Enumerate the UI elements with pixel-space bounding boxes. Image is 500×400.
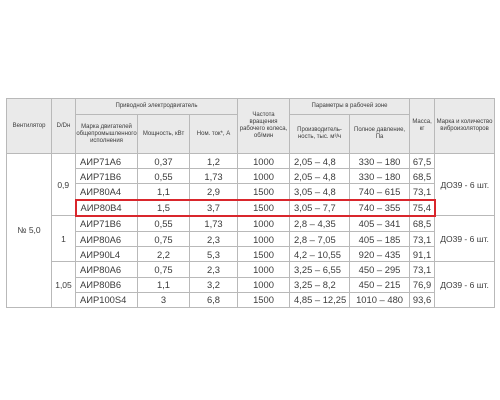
- highlighted-table-row: [7, 200, 495, 216]
- speed-cell: 1500: [238, 200, 290, 216]
- speed-cell: 1500: [238, 247, 290, 262]
- current-cell: 3,7: [190, 200, 238, 216]
- speed-cell: 1000: [238, 154, 290, 169]
- motor-cell: АИР80А6: [76, 231, 138, 246]
- power-cell: 0,75: [138, 231, 190, 246]
- capacity-cell: 4,85 – 12,25: [290, 292, 350, 307]
- pressure-cell: 740 – 355: [350, 200, 410, 216]
- speed-cell: 1000: [238, 169, 290, 184]
- mass-cell: 76,9: [410, 277, 435, 292]
- power-cell: 1,1: [138, 277, 190, 292]
- speed-cell: 1000: [238, 231, 290, 246]
- pressure-cell: 330 – 180: [350, 154, 410, 169]
- table-row: [7, 292, 495, 307]
- pressure-cell: 1010 – 480: [350, 292, 410, 307]
- header-drive-group: Приводной электродвигатель: [76, 99, 238, 115]
- mass-cell: 73,1: [410, 262, 435, 277]
- capacity-cell: 2,05 – 4,8: [290, 154, 350, 169]
- header-fan: Вентилятор: [7, 99, 52, 154]
- motor-cell: АИР90L4: [76, 247, 138, 262]
- power-cell: 0,55: [138, 216, 190, 232]
- speed-cell: 1000: [238, 277, 290, 292]
- table-row: [7, 262, 495, 277]
- table-row: [7, 231, 495, 246]
- header-capacity: Производитель-ность, тыс. м³/ч: [290, 115, 350, 154]
- header-power: Мощность, кВт: [138, 115, 190, 154]
- isolators-cell: ДО39 - 6 шт.: [435, 262, 495, 308]
- speed-cell: 1000: [238, 262, 290, 277]
- current-cell: 1,2: [190, 154, 238, 169]
- header-current: Ном. ток*, А: [190, 115, 238, 154]
- capacity-cell: 3,05 – 7,7: [290, 200, 350, 216]
- header-params-group: Параметры в рабочей зоне: [290, 99, 410, 115]
- mass-cell: 68,5: [410, 216, 435, 232]
- isolators-cell: ДО39 - 6 шт.: [435, 216, 495, 262]
- header-row-1: [7, 99, 495, 115]
- power-cell: 1,5: [138, 200, 190, 216]
- motor-cell: АИР71В6: [76, 169, 138, 184]
- pressure-cell: 920 – 435: [350, 247, 410, 262]
- table-row: [7, 277, 495, 292]
- current-cell: 3,2: [190, 277, 238, 292]
- motor-cell: АИР80А4: [76, 184, 138, 200]
- header-pressure: Полное давление, Па: [350, 115, 410, 154]
- mass-cell: 93,6: [410, 292, 435, 307]
- power-cell: 0,37: [138, 154, 190, 169]
- capacity-cell: 2,05 – 4,8: [290, 169, 350, 184]
- current-cell: 1,73: [190, 216, 238, 232]
- motor-cell: АИР71А6: [76, 154, 138, 169]
- power-cell: 0,75: [138, 262, 190, 277]
- current-cell: 5,3: [190, 247, 238, 262]
- speed-cell: 1500: [238, 292, 290, 307]
- power-cell: 3: [138, 292, 190, 307]
- current-cell: 2,9: [190, 184, 238, 200]
- spec-table-container: [6, 98, 494, 308]
- mass-cell: 67,5: [410, 154, 435, 169]
- fan-number-cell: № 5,0: [7, 154, 52, 308]
- ratio-cell: 1,05: [52, 262, 76, 308]
- pressure-cell: 450 – 295: [350, 262, 410, 277]
- table-row: [7, 247, 495, 262]
- header-ratio: D/Dн: [52, 99, 76, 154]
- header-mass: Масса, кг: [410, 99, 435, 154]
- speed-cell: 1000: [238, 216, 290, 232]
- capacity-cell: 3,25 – 6,55: [290, 262, 350, 277]
- isolators-cell: ДО39 - 6 шт.: [435, 154, 495, 216]
- header-speed: Частота вращения рабочего колеса, об/мин: [238, 99, 290, 154]
- pressure-cell: 740 – 615: [350, 184, 410, 200]
- motor-cell: АИР80В4: [76, 200, 138, 216]
- mass-cell: 91,1: [410, 247, 435, 262]
- mass-cell: 68,5: [410, 169, 435, 184]
- speed-cell: 1500: [238, 184, 290, 200]
- table-row: [7, 154, 495, 169]
- current-cell: 6,8: [190, 292, 238, 307]
- mass-cell: 73,1: [410, 184, 435, 200]
- motor-cell: АИР80В6: [76, 277, 138, 292]
- ratio-cell: 0,9: [52, 154, 76, 216]
- table-row: [7, 184, 495, 200]
- power-cell: 1,1: [138, 184, 190, 200]
- table-row: [7, 169, 495, 184]
- current-cell: 2,3: [190, 262, 238, 277]
- current-cell: 2,3: [190, 231, 238, 246]
- ratio-cell: 1: [52, 216, 76, 262]
- mass-cell: 73,1: [410, 231, 435, 246]
- pressure-cell: 450 – 215: [350, 277, 410, 292]
- pressure-cell: 330 – 180: [350, 169, 410, 184]
- motor-cell: АИР80А6: [76, 262, 138, 277]
- pressure-cell: 405 – 341: [350, 216, 410, 232]
- capacity-cell: 2,8 – 7,05: [290, 231, 350, 246]
- power-cell: 0,55: [138, 169, 190, 184]
- motor-cell: АИР100S4: [76, 292, 138, 307]
- current-cell: 1,73: [190, 169, 238, 184]
- capacity-cell: 3,05 – 4,8: [290, 184, 350, 200]
- mass-cell: 75,4: [410, 200, 435, 216]
- capacity-cell: 3,25 – 8,2: [290, 277, 350, 292]
- motor-cell: АИР71В6: [76, 216, 138, 232]
- pressure-cell: 405 – 185: [350, 231, 410, 246]
- fan-spec-table: [6, 98, 495, 308]
- header-isolators: Марка и количество виброизоляторов: [435, 99, 495, 154]
- capacity-cell: 2,8 – 4,35: [290, 216, 350, 232]
- capacity-cell: 4,2 – 10,55: [290, 247, 350, 262]
- power-cell: 2,2: [138, 247, 190, 262]
- header-motor-model: Марка двигателей общепромышленного исполнения: [76, 115, 138, 154]
- table-row: [7, 216, 495, 232]
